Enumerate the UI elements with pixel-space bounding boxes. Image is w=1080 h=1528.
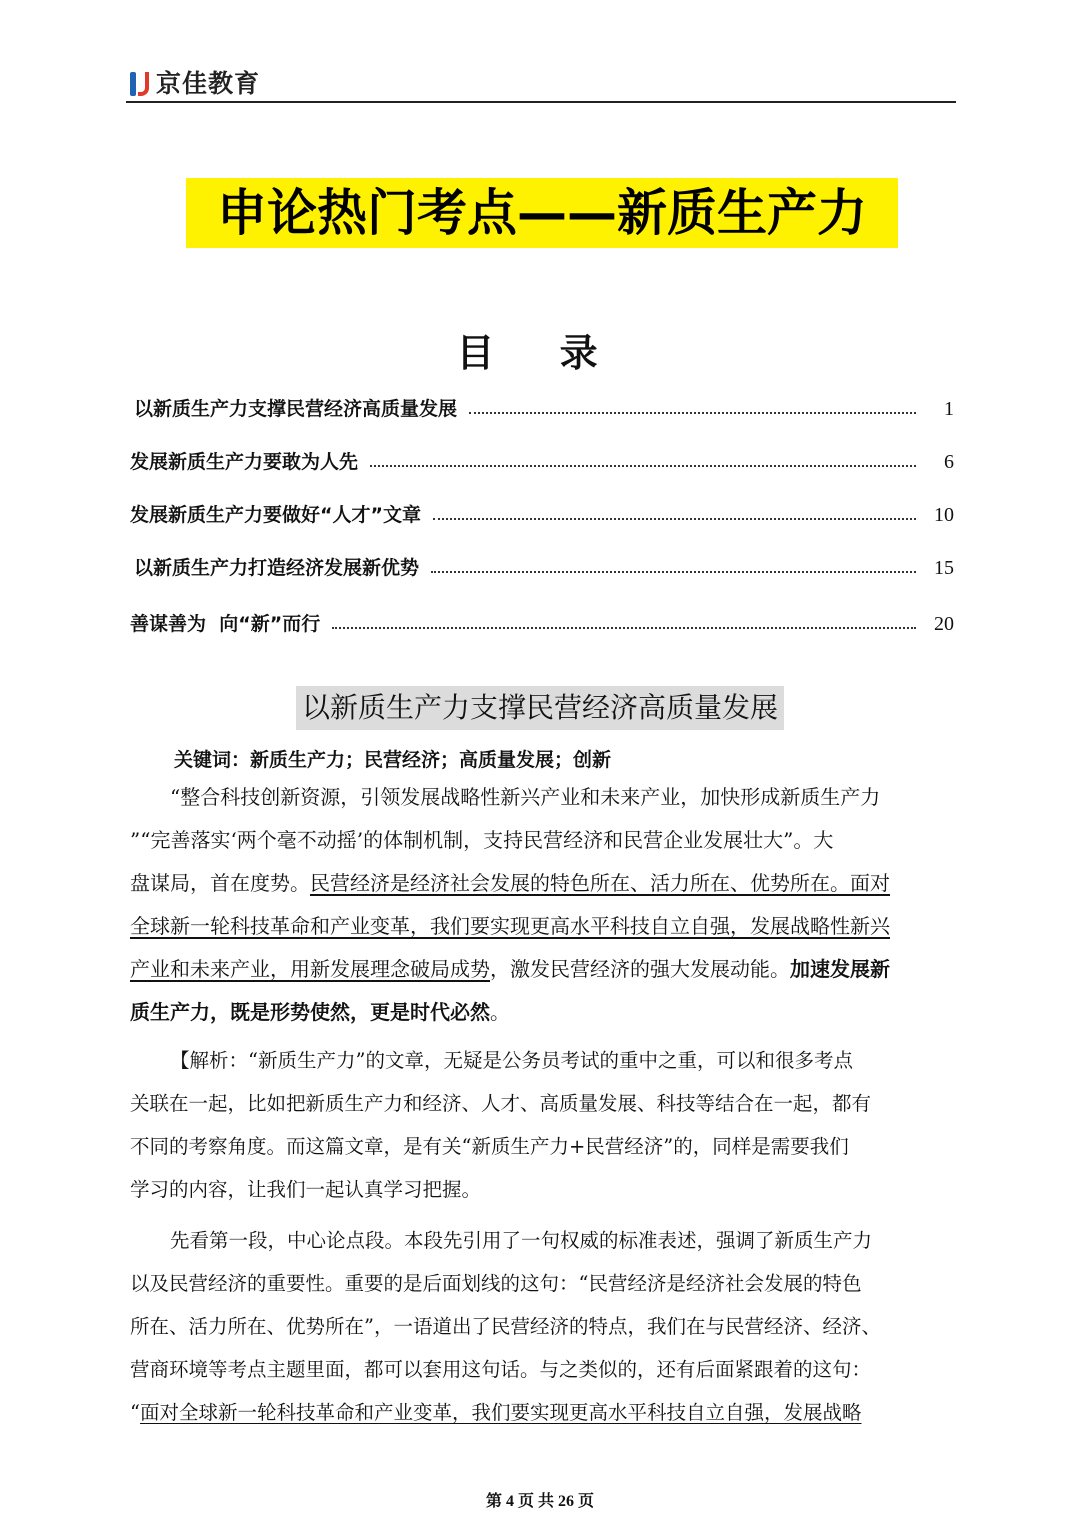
paragraph-line: “整合科技创新资源，引领发展战略性新兴产业和未来产业，加快形成新质生产力 <box>170 785 881 809</box>
paragraph-line: 以及民营经济的重要性。重要的是后面划线的这句：“民营经济是经济社会发展的特色 <box>130 1272 862 1295</box>
toc-leader-dots <box>332 627 916 629</box>
toc-entry-label: 以新质生产力打造经济发展新优势 <box>134 557 420 579</box>
section-title: 以新质生产力支撑民营经济高质量发展 <box>296 686 784 730</box>
underlined-text: 民营经济是经济社会发展的特色所在、活力所在、优势所在。面对 <box>310 871 890 895</box>
page-number: 第 4 页 共 26 页 <box>485 1493 594 1510</box>
text-run: 。 <box>490 1000 510 1024</box>
toc-leader-dots <box>433 518 916 520</box>
paragraph-line <box>130 948 956 991</box>
paragraph-line <box>130 905 956 948</box>
brand-logo-text: 京佳教育 <box>156 69 261 98</box>
toc-entry-label: 发展新质生产力要敢为人先 <box>130 451 359 473</box>
toc-entry-label: 善谋善为 向“新”而行 <box>130 613 321 635</box>
toc-entry-page: 10 <box>934 504 954 526</box>
toc-entry[interactable] <box>130 391 954 421</box>
toc-entry-label: 以新质生产力支撑民营经济高质量发展 <box>134 398 458 420</box>
body-paragraph <box>130 776 956 1034</box>
brand-logo-icon <box>130 68 152 96</box>
toc-leader-dots <box>469 412 916 414</box>
document-title: 申论热门考点——新质生产力 <box>186 178 898 248</box>
toc-entry-page: 20 <box>934 613 954 635</box>
toc-entry[interactable] <box>130 606 954 636</box>
paragraph-line: 营商环境等考点主题里面，都可以套用这句话。与之类似的，还有后面紧跟着的这句： <box>130 1358 872 1381</box>
text-run: 盘谋局，首在度势。 <box>130 871 310 895</box>
paragraph-line: 【解析：“新质生产力”的文章，无疑是公务员考试的重中之重，可以和很多考点 <box>170 1049 853 1072</box>
toc-entry-page: 15 <box>934 557 954 579</box>
paragraph-line: 先看第一段，中心论点段。本段先引用了一句权威的标准表述，强调了新质生产力 <box>170 1229 873 1252</box>
toc-entry-label: 发展新质生产力要做好“人才”文章 <box>130 504 421 526</box>
header-divider <box>126 101 956 103</box>
underlined-text: 产业和未来产业，用新发展理念破局成势 <box>130 957 490 981</box>
analysis-paragraph <box>130 1219 960 1434</box>
text-run: ，激发民营经济的强大发展动能。 <box>490 957 790 981</box>
paragraph-line <box>130 991 956 1034</box>
paragraph-line: 不同的考察角度。而这篇文章，是有关“新质生产力+民营经济”的，同样是需要我们 <box>130 1135 849 1158</box>
underlined-text: 面对全球新一轮科技革命和产业变革，我们要实现更高水平科技自立自强，发展战略 <box>139 1401 862 1424</box>
paragraph-line <box>130 862 956 905</box>
toc-entry[interactable] <box>130 550 954 580</box>
toc-entry[interactable] <box>130 497 954 527</box>
paragraph-line: 所在、活力所在、优势所在”，一语道出了民营经济的特点，我们在与民营经济、经济、 <box>130 1315 881 1338</box>
toc-entry[interactable] <box>130 444 954 474</box>
paragraph-line: ”“完善落实‘两个毫不动摇’的体制机制，支持民营经济和民营企业发展壮大”。大 <box>130 828 834 852</box>
paragraph-line <box>130 1391 960 1434</box>
bold-text: 加速发展新 <box>790 957 890 981</box>
toc-leader-dots <box>370 465 916 467</box>
underlined-text: 全球新一轮科技革命和产业变革，我们要实现更高水平科技自立自强，发展战略性新兴 <box>130 914 890 938</box>
paragraph-line: 关联在一起，比如把新质生产力和经济、人才、高质量发展、科技等结合在一起，都有 <box>130 1092 872 1115</box>
bold-text: 质生产力，既是形势使然，更是时代必然 <box>130 1000 490 1024</box>
analysis-paragraph <box>130 1039 960 1211</box>
text-run: “ <box>130 1401 140 1424</box>
section-keywords: 关键词：新质生产力；民营经济；高质量发展；创新 <box>174 749 612 771</box>
paragraph-line: 学习的内容，让我们一起认真学习把握。 <box>130 1178 482 1201</box>
toc-entry-page: 1 <box>944 398 954 420</box>
toc-heading: 目 录 <box>456 331 624 375</box>
brand-logo <box>130 66 260 98</box>
toc-leader-dots <box>431 571 916 573</box>
toc-entry-page: 6 <box>944 451 954 473</box>
